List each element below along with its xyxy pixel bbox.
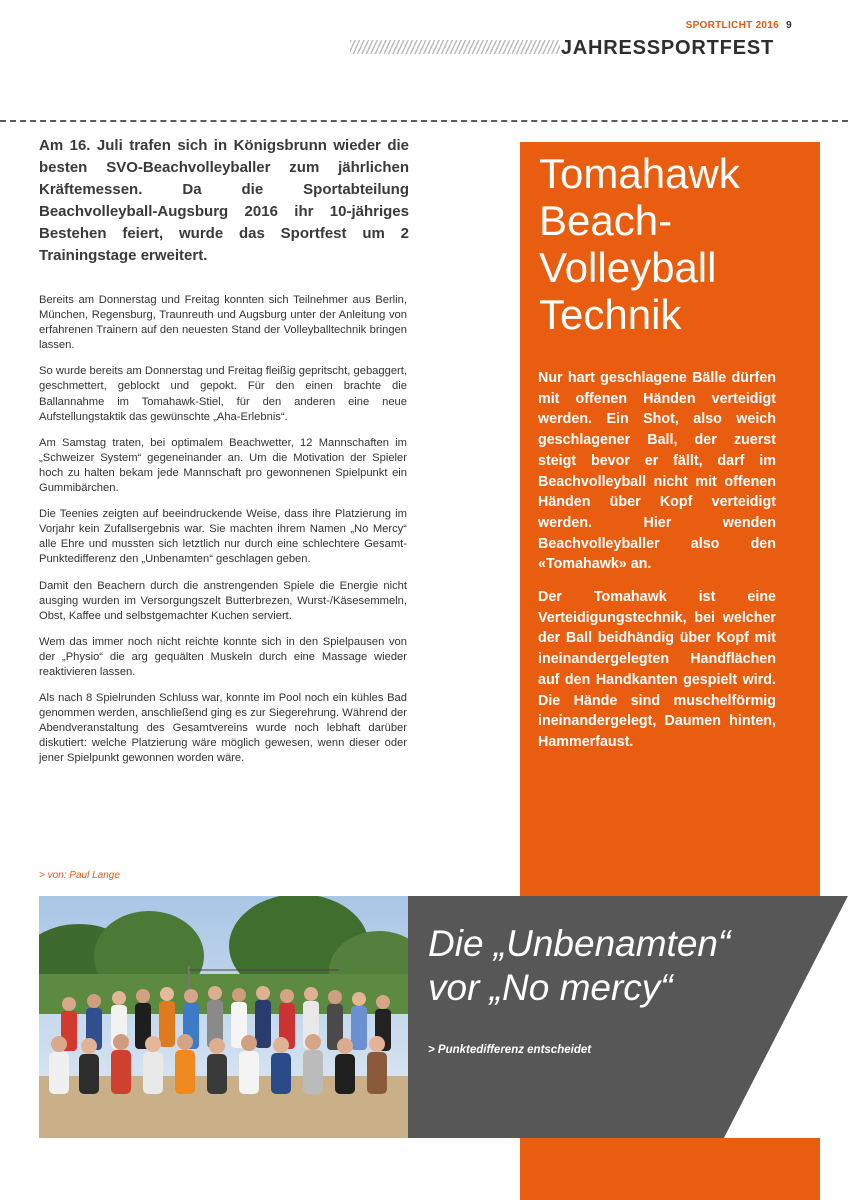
article-paragraph: So wurde bereits am Donnerstag und Freitag fleißig gepritscht, gebaggert, geschmettert, geblockt und gepokt. Für den einen brachte die Ballannahme im Tomahawk-Stiel, für den anderen eine neue Aufstellungstaktik das gewünschte „Aha-Erlebnis“. [39,365,407,423]
header-hatch-decoration [350,40,560,54]
dashed-divider [0,120,848,122]
photo-caption-subtitle: > Punktedifferenz entscheidet [428,1044,592,1056]
article-paragraph: Die Teenies zeigten auf beeindruckende Weise, dass ihre Platzierung im Vorjahr kein Zufallsergebnis war. Sie machten ihrem Namen „No Mercy“ alle Ehre und mussten sich letztlich nur durch eine schlechtere Gesamt-Punktedifferenz den „Unbenamten“ geschlagen geben. [39,508,407,566]
group-photo [39,896,409,1138]
sidebar-paragraph: Der Tomahawk ist eine Verteidigungstechnik, bei welcher der Ball beidhändig über Kopf mit ineinandergelegten Handflächen auf den Handkanten gespielt wird. Die Hände sind muschelförmig ineinandergelegt, Daumen hinten, Hammerfaust. [538,589,776,750]
article-paragraph: Damit den Beachern durch die anstrengenden Spiele die Energie nicht ausging wurden im Versorgungszelt Butterbrezen, Wurst-/Käsesemmeln, Obst, Kaffee und selbstgemachter Kuchen serviert. [39,579,407,622]
sidebar-title [539,150,799,338]
article-author: > von: Paul Lange [39,870,120,881]
sidebar-title-line: Tomahawk [539,150,740,197]
caption-title-line: Die „Unbenamten“ [428,923,731,964]
caption-title-line: vor „No mercy“ [428,967,673,1008]
page-number: 9 [786,20,792,31]
section-title: JAHRESSPORTFEST [560,37,774,59]
article-body [39,293,407,778]
sidebar-title-line: Volleyball [539,244,717,291]
article-paragraph: Wem das immer noch nicht reichte konnte sich in den Spielpausen von der „Physio“ die arg gequälten Muskeln durch eine Massage wieder reaktivieren lassen. [39,635,407,678]
article-paragraph: Als nach 8 Spielrunden Schluss war, konnte im Pool noch ein kühles Bad genommen werden, anschließend ging es zur Siegerehrung. Während der Abendveranstaltung des Gesamtvereins wurde noch lebhaft darüber diskutiert: welche Platzierung wäre möglich gewesen, wenn dieser oder jener Spielpunkt gewonnen worden wäre. [39,692,407,765]
sidebar-text [538,368,776,765]
article-lead: Am 16. Juli trafen sich in Königsbrunn wieder die besten SVO-Beachvolleyballer zum jährlichen Kräftemessen. Da die Sportabteilung Beachvolleyball-Augsburg 2016 ihr 10-jähriges Bestehen feiert, wurde das Sportfest um 2 Trainingstage erweitert. [39,137,409,264]
sidebar-title-line: Technik [539,291,682,338]
photo-caption-title [428,922,828,1010]
article-paragraph: Am Samstag traten, bei optimalem Beachwetter, 12 Mannschaften im „Schweizer System“ gegeneinander an. Um die Motivation der Spieler hoch zu halten bekam jede Mannschaft pro gewonnenen Spielpunkt ein Gummibärchen. [39,436,407,495]
header-meta [686,20,792,31]
article-paragraph: Bereits am Donnerstag und Freitag konnten sich Teilnehmer aus Berlin, München, Regensburg, Traunreuth und Augsburg unter der Anleitung von erfahrenen Trainern auf den neuesten Stand der Volleyballtechnik bringen lassen. [39,294,407,352]
magazine-brand: SPORTLICHT 2016 [685,20,780,31]
sidebar-title-line: Beach- [539,197,673,244]
group-photo-illustration [39,896,409,1138]
sidebar-paragraph: Nur hart geschlagene Bälle dürfen mit offenen Händen verteidigt werden. Ein Shot, also weich geschlagener Ball, der zuerst steigt bevor er fällt, darf im Beachvolleyball nicht mit offenen Händen über Kopf verteidigt werden. Hier wenden Beachvolleyballer also den «Tomahawk» an. [538,370,776,573]
